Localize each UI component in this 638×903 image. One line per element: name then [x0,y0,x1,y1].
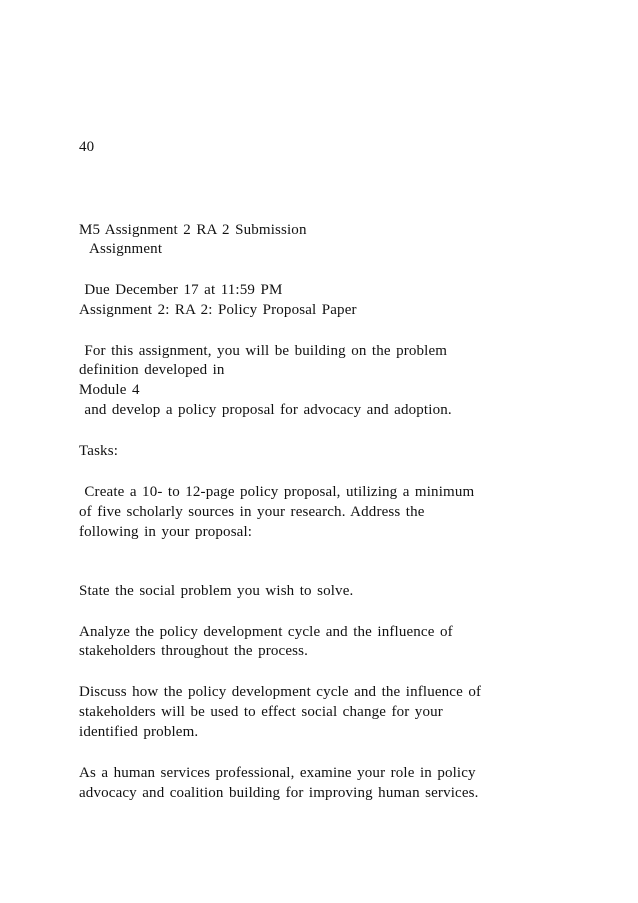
task-item-3-line-2: stakeholders will be used to effect social change for your [79,704,443,720]
task-item-4-line-1: As a human services professional, examine your role in policy [79,765,476,781]
tasks-heading: Tasks: [79,443,119,459]
intro-line-1: For this assignment, you will be building on the problem [79,343,448,359]
task-item-2-line-2: stakeholders throughout the process. [79,643,309,659]
task-item-4-line-2: advocacy and coalition building for improving human services. [79,785,479,801]
due-date: Due December 17 at 11:59 PM [79,282,283,298]
assignment-title: Assignment 2: RA 2: Policy Proposal Paper [79,302,357,318]
task-item-3-line-1: Discuss how the policy development cycle and the influence of [79,684,482,700]
assignment-label: Assignment [79,241,163,257]
task-item-3-line-3: identified problem. [79,724,199,740]
task-item-2-line-1: Analyze the policy development cycle and the influence of [79,624,453,640]
assignment-heading: M5 Assignment 2 RA 2 Submission [79,222,307,238]
task-intro-line-2: of five scholarly sources in your research. Address the [79,504,425,520]
task-item-1: State the social problem you wish to solve. [79,583,354,599]
task-intro-line-1: Create a 10- to 12-page policy proposal, utilizing a minimum [79,484,475,500]
intro-line-2: definition developed in [79,362,225,378]
page-number: 40 [79,139,95,155]
intro-line-3: Module 4 [79,382,140,398]
intro-line-4: and develop a policy proposal for advocacy and adoption. [79,402,452,418]
task-intro-line-3: following in your proposal: [79,524,253,540]
